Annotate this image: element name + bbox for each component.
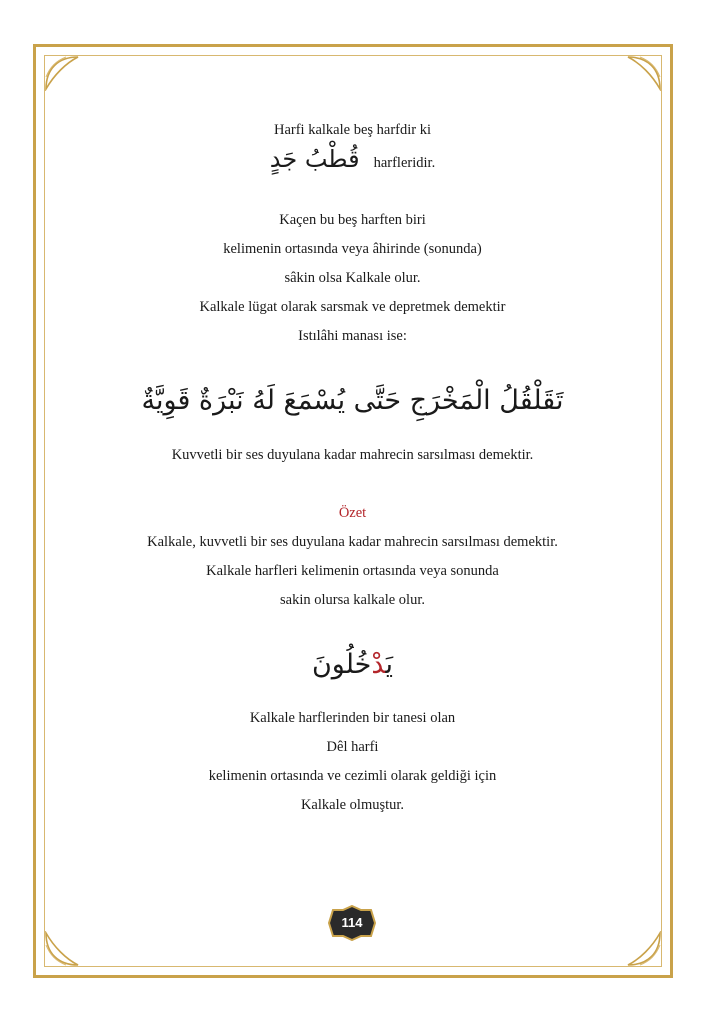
example-part: يَ [385,649,394,680]
arabic-definition: تَقَلْقُلُ الْمَخْرَجِ حَتَّى يُسْمَعَ لَهُ نَبْرَةٌ قَوِيَّةٌ [141,385,564,416]
text-line: sâkin olsa Kalkale olur. [284,270,421,286]
text-line: kelimenin ortasında veya âhirinde (sonunda) [223,241,482,257]
arabic-letters: قُطْبُ جَدٍ [269,145,360,173]
corner-ornament-top-left [44,55,80,91]
text-line: kelimenin ortasında ve cezimli olarak geldiği için [208,768,497,784]
example-highlight: دْ [371,649,386,680]
text-line: Kalkale harflerinden bir tanesi olan [249,710,456,726]
text-line: Kalkale harfleri kelimenin ortasında veya sonunda [206,563,499,579]
arabic-example-word [60,647,645,683]
text-line: Kaçen bu beş harften biri [279,212,426,228]
corner-ornament-bottom-right [626,931,662,967]
text-line: Kalkale, kuvvetli bir ses duyulana kadar mahrecin sarsılması demektir. [147,534,558,550]
section-heading-ozet: Özet [338,505,367,521]
text-line: Kalkale olmuştur. [300,797,405,813]
page-number: 114 [341,915,363,930]
text-line: Kalkale lügat olarak sarsmak ve depretmek demektir [199,299,506,315]
text-line: sakin olursa kalkale olur. [280,592,425,608]
text-line: Istılâhi manası ise: [298,328,407,344]
text-line: harfleridir. [373,155,436,171]
text-line: Kuvvetli bir ses duyulana kadar mahrecin sarsılması demektir. [171,447,534,463]
page-number-badge [327,905,377,941]
arabic-letters-row [60,145,645,173]
text-line: Dêl harfi [326,739,379,755]
text-line: Harfi kalkale beş harfdir ki [273,122,431,138]
corner-ornament-bottom-left [44,931,80,967]
corner-ornament-top-right [626,55,662,91]
example-part: خُلُونَ [311,649,372,680]
